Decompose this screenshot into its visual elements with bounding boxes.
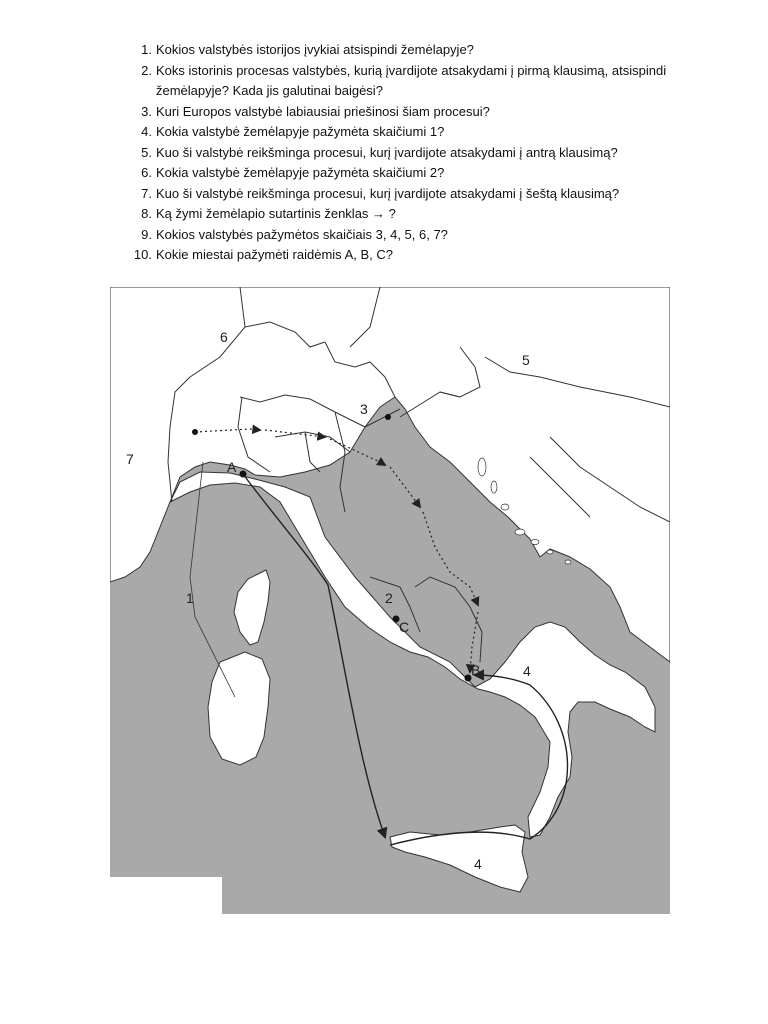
city-dot-a: [240, 471, 247, 478]
question-text: Kuo ši valstybė reikšminga procesui, kurį įvardijote atsakydami į šeštą klausimą?: [156, 185, 620, 201]
question-text: Ką žymi žemėlapio sutartinis ženklas → ?: [156, 206, 396, 221]
question-number: 4.: [141, 124, 152, 139]
region-label-5: 5: [522, 352, 530, 368]
question-item: [128, 61, 728, 102]
question-item: [128, 184, 728, 205]
region-label-1: 1: [186, 590, 194, 606]
region-label-3: 3: [360, 401, 368, 417]
question-item: [128, 245, 728, 266]
question-text: Koks istorinis procesas valstybės, kurią įvardijote atsakydami į pirmą klausimą, atsispindi žemėlapyje? Kada jis galutinai baigėsi?: [156, 62, 667, 98]
italy-unification-map: [110, 287, 670, 914]
question-item: [128, 40, 728, 61]
city-dot: [385, 414, 391, 420]
inset-box: [110, 877, 222, 914]
question-text: Kokia valstybė žemėlapyje pažymėta skaičiumi 1?: [156, 124, 445, 139]
question-item: [128, 204, 728, 225]
question-item: [128, 225, 728, 246]
region-label-4-sicily: 4: [474, 856, 482, 872]
question-text: Kokios valstybės pažymėtos skaičiais 3, 4, 5, 6, 7?: [156, 226, 448, 242]
region-label-4-peninsula: 4: [523, 663, 531, 679]
city-label-c: C: [399, 619, 410, 635]
question-number: 10.: [133, 247, 152, 262]
region-label-6: 6: [220, 329, 228, 345]
region-label-7: 7: [126, 451, 134, 467]
question-number: 2.: [141, 62, 152, 78]
question-text: Kokios valstybės istorijos įvykiai atsispindi žemėlapyje?: [156, 42, 474, 57]
question-text: Kuri Europos valstybė labiausiai priešinosi šiam procesui?: [156, 103, 490, 119]
city-label-b: B: [471, 662, 481, 678]
city-label-a: A: [227, 459, 237, 475]
question-item: [128, 122, 728, 143]
question-number: 8.: [141, 206, 152, 221]
question-item: [128, 102, 728, 123]
city-dot: [192, 429, 198, 435]
question-number: 7.: [141, 185, 152, 201]
question-text: Kokie miestai pažymėti raidėmis A, B, C?: [156, 247, 393, 262]
region-label-2: 2: [385, 590, 393, 606]
question-text: Kuo ši valstybė reikšminga procesui, kurį įvardijote atsakydami į antrą klausimą?: [156, 144, 618, 160]
question-number: 6.: [141, 165, 152, 180]
question-list: [128, 40, 728, 266]
question-item: [128, 163, 728, 184]
question-item: [128, 143, 728, 164]
question-number: 1.: [141, 42, 152, 57]
question-number: 9.: [141, 226, 152, 242]
question-number: 5.: [141, 144, 152, 160]
question-number: 3.: [141, 103, 152, 119]
question-text: Kokia valstybė žemėlapyje pažymėta skaičiumi 2?: [156, 165, 445, 180]
